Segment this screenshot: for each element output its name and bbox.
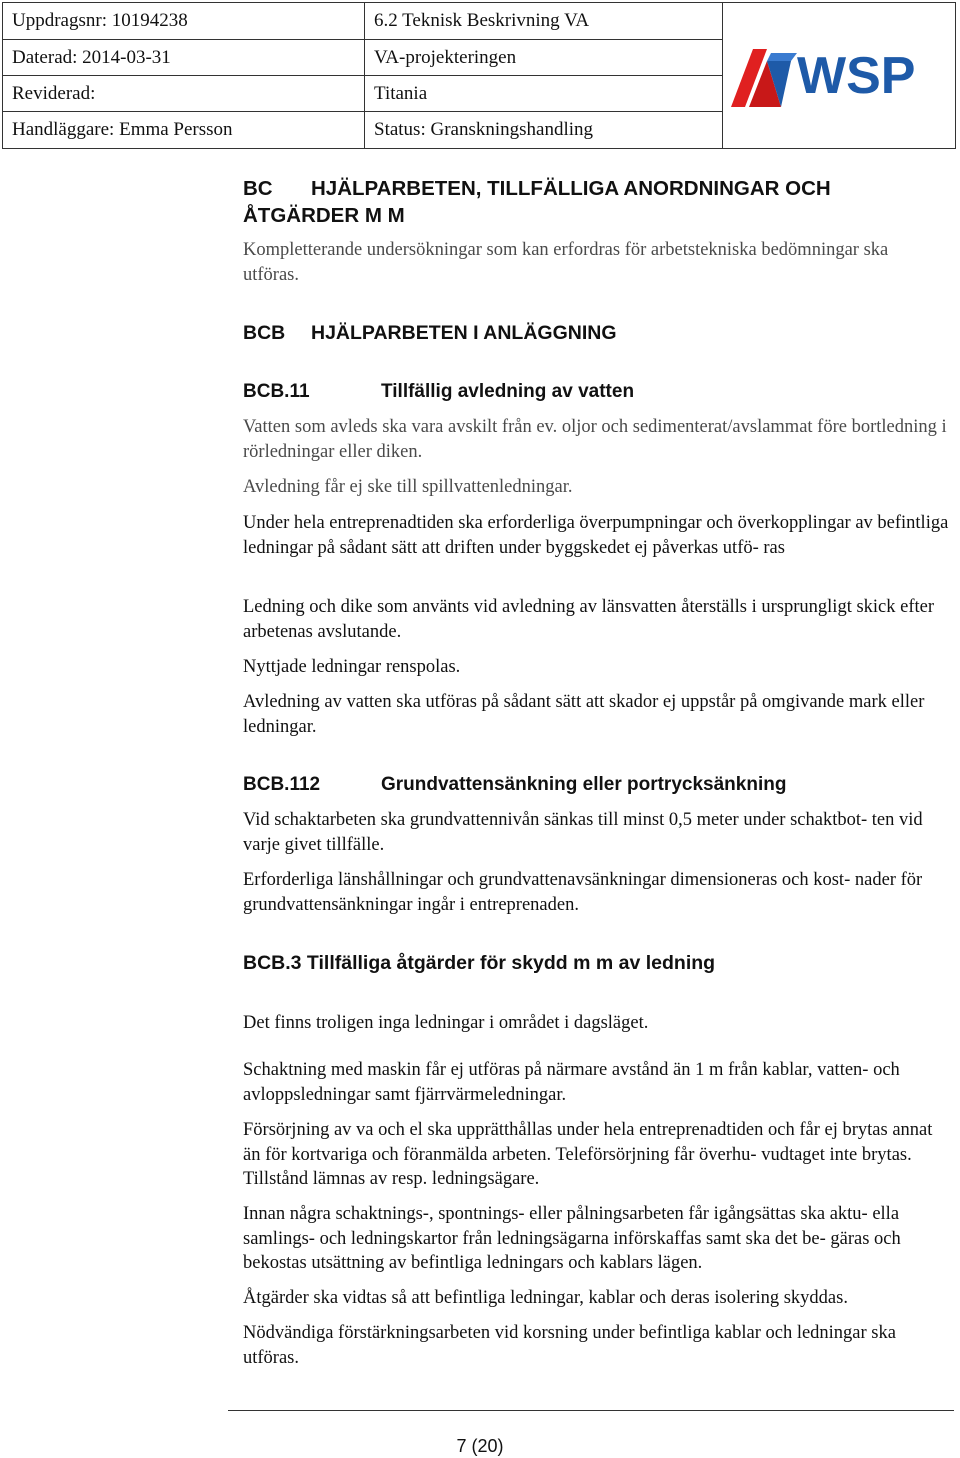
section-bcb3-heading: BCB.3 Tillfälliga åtgärder för skydd m m av ledning — [243, 952, 716, 974]
section-title: Grundvattensänkning eller portrycksänkning — [381, 774, 787, 795]
section-bc-heading — [243, 175, 955, 229]
section-title: Tillfällig avledning av vatten — [381, 381, 635, 402]
paragraph: Under hela entreprenadtiden ska erforderliga överpumpningar och överkopplingar av befintliga ledningar på sådant sätt att driften under byggskedet ej påverkas utfö- ras — [243, 513, 949, 558]
paragraph: Vid schaktarbeten ska grundvattennivån sänkas till minst 0,5 meter under schaktbot- ten vid varje givet tillfälle. — [243, 810, 923, 855]
section-bcb112-heading — [243, 773, 955, 797]
paragraph: Erforderliga länshållningar och grundvattenavsänkningar dimensioneras och kost- nader för grundvattensänkningar ingår i entreprenaden. — [243, 870, 923, 915]
paragraph: Försörjning av va och el ska upprätthållas under hela entreprenadtiden och får ej brytas annat än för kortvariga och föranmälda arbeten. Teleförsörjning får överhu- vudtaget inte brytas. Tillstånd lämnas av resp. ledningsägare. — [243, 1120, 933, 1189]
section-title: HJÄLPARBETEN I ANLÄGGNING — [311, 322, 617, 344]
footer-divider — [228, 1410, 954, 1411]
paragraph: Åtgärder ska vidtas så att befintliga ledningar, kablar och deras isolering skyddas. — [243, 1288, 848, 1308]
paragraph: Vatten som avleds ska vara avskilt från ev. oljor och sedimenterat/avslammat före bortledning i rörledningar eller diken. — [243, 417, 947, 462]
paragraph: Schaktning med maskin får ej utföras på närmare avstånd än 1 m från kablar, vatten- och avloppsledningar samt fjärrvärmeledningar. — [243, 1060, 900, 1105]
paragraph: Nödvändiga förstärkningsarbeten vid korsning under befintliga kablar och ledningar ska utföras. — [243, 1323, 896, 1368]
header-logo-column — [723, 3, 955, 148]
project-name: VA-projekteringen — [365, 39, 722, 75]
revised: Reviderad: — [3, 75, 364, 111]
section-code: BCB.11 — [243, 381, 310, 402]
assignment-number: Uppdragsnr: 10194238 — [12, 10, 188, 31]
paragraph: Avledning får ej ske till spillvattenledningar. — [243, 477, 573, 497]
paragraph: Innan några schaktnings-, spontnings- eller pålningsarbeten får igångsättas ska aktu- ella samlings- och ledningskartor från ledningsägarna införskaffas samt ska det be- gäras och bekostas utsättning av befintliga ledningars och kablars lägen. — [243, 1204, 901, 1273]
section-code: BCB — [243, 322, 286, 344]
section-code: BCB.112 — [243, 774, 321, 795]
paragraph: Ledning och dike som använts vid avledning av länsvatten återställs i ursprungligt skick efter arbetenas avslutande. — [243, 597, 935, 642]
document-header — [2, 2, 956, 149]
site-name: Titania — [365, 75, 722, 111]
section-bc-text: Kompletterande undersökningar som kan erfordras för arbetstekniska bedömningar ska utföras. — [243, 240, 889, 285]
paragraph: Nyttjade ledningar renspolas. — [243, 657, 461, 677]
wsp-logo-icon — [727, 41, 949, 113]
section-bcb-heading — [243, 321, 955, 345]
paragraph: Det finns troligen inga ledningar i området i dagsläget. — [243, 1013, 649, 1033]
header-left-column — [3, 3, 365, 148]
section-title: HJÄLPARBETEN, TILLFÄLLIGA ANORDNINGAR OCH — [311, 177, 831, 200]
svg-text:WSP: WSP — [797, 47, 916, 105]
page-number: 7 (20) — [456, 1436, 504, 1456]
date: Daterad: 2014-03-31 — [3, 39, 364, 75]
document-status: Status: Granskningshandling — [365, 111, 722, 148]
section-title-continued: ÅTGÄRDER M M — [243, 204, 405, 227]
section-code: BC — [243, 177, 273, 200]
paragraph: Avledning av vatten ska utföras på sådant sätt att skador ej uppstår på omgivande mark eller ledningar. — [243, 692, 925, 737]
header-middle-column — [365, 3, 723, 148]
handler: Handläggare: Emma Persson — [3, 111, 364, 148]
section-bcb11-heading — [243, 380, 955, 404]
document-title: 6.2 Teknisk Beskrivning VA — [374, 10, 590, 31]
